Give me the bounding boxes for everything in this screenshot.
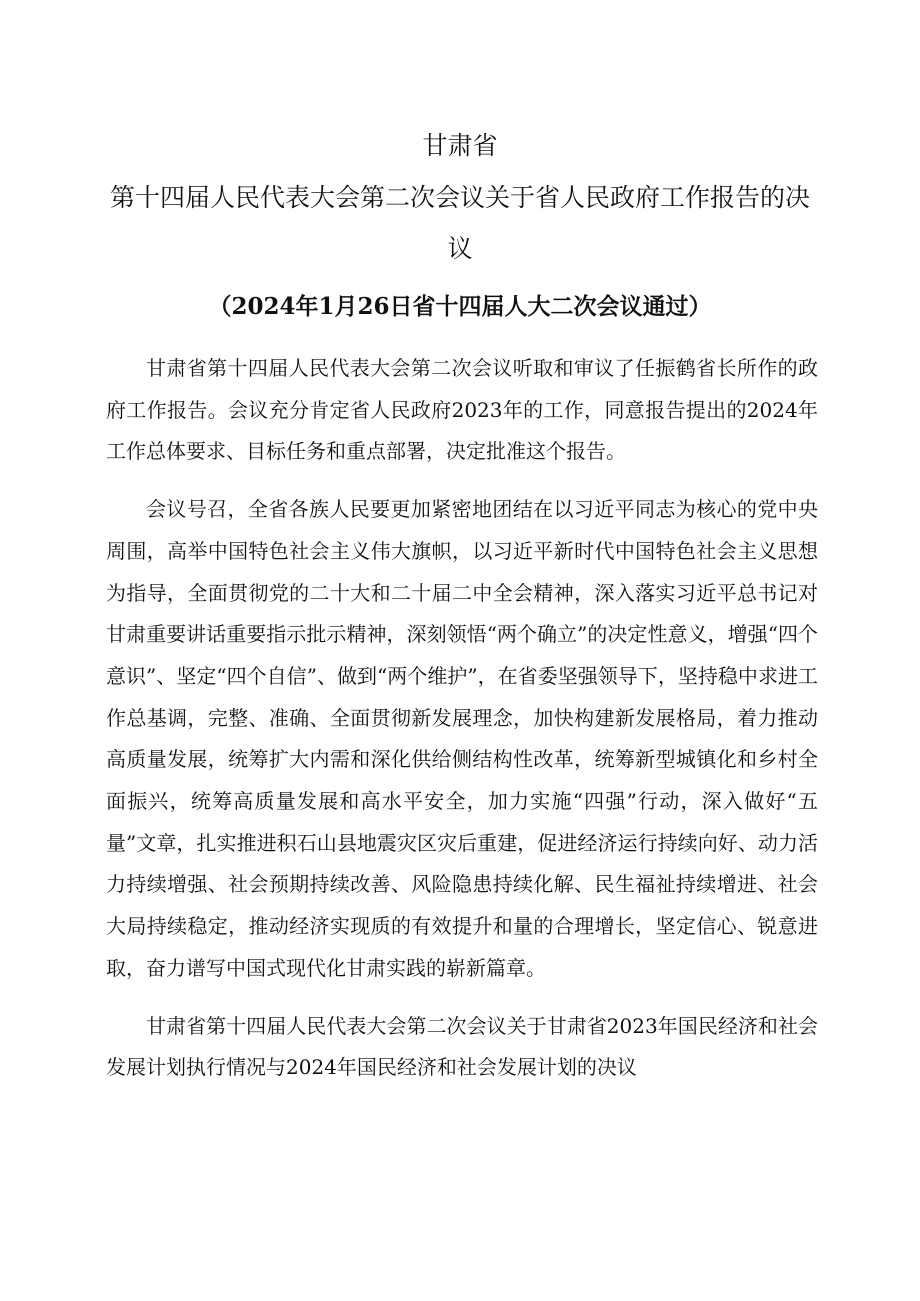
document-body: [106, 348, 818, 1105]
title-line-main: 第十四届人民代表大会第二次会议关于省人民政府工作报告的决: [109, 183, 810, 212]
title-line-continued: 议: [447, 234, 473, 263]
title-line-province: 甘肃省: [422, 131, 498, 160]
paragraph-report-approval: 甘肃省第十四届人民代表大会第二次会议听取和审议了任振鹤省长所作的政府工作报告。会议充分肯定省人民政府2023年的工作，同意报告提出的2024年工作总体要求、目标任务和重点部署，决定批准这个报告。: [106, 356, 818, 464]
paragraph-next-resolution-title: 甘肃省第十四届人民代表大会第二次会议关于甘肃省2023年国民经济和社会发展计划执行情况与2024年国民经济和社会发展计划的决议: [106, 1013, 818, 1080]
paragraph-call-to-action: 会议号召，全省各族人民要更加紧密地团结在以习近平同志为核心的党中央周围，高举中国特色社会主义伟大旗帜，以习近平新时代中国特色社会主义思想为指导，全面贯彻党的二十大和二十届二中全会精神，深入落实习近平总书记对甘肃重要讲话重要指示批示精神，深刻领悟“两个确立”的决定性意义，增强“四个意识”、坚定“四个自信”、做到“两个维护”，在省委坚强领导下，坚持稳中求进工作总基调，完整、准确、全面贯彻新发展理念，加快构建新发展格局，着力推动高质量发展，统筹扩大内需和深化供给侧结构性改革，统筹新型城镇化和乡村全面振兴，统筹高质量发展和高水平安全，加力实施“四强”行动，深入做好“五量”文章，扎实推进积石山县地震灾区灾后重建，促进经济运行持续向好、动力活力持续增强、社会预期持续改善、风险隐患持续化解、民生福祉持续增进、社会大局持续稳定，推动经济实现质的有效提升和量的合理增长，坚定信心、锐意进取，奋力谱写中国式现代化甘肃实践的崭新篇章。: [106, 497, 818, 980]
document-title-block: [100, 120, 820, 332]
document-subtitle-date: （2024年1月26日省十四届人大二次会议通过）: [208, 293, 712, 320]
